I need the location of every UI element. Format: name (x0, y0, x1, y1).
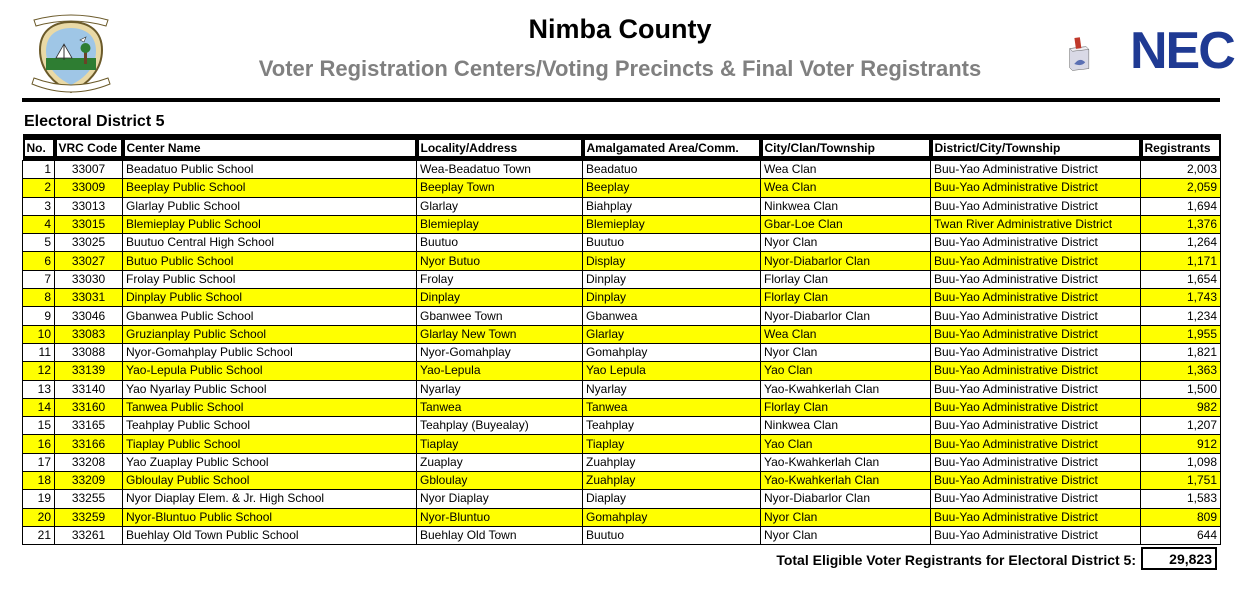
cell-no: 8 (23, 289, 55, 307)
cell-locality: Dinplay (417, 289, 583, 307)
column-header: City/Clan/Township (761, 134, 931, 161)
cell-area: Dinplay (583, 289, 761, 307)
cell-center: Blemieplay Public School (123, 215, 417, 233)
table-row (23, 252, 1221, 270)
cell-district: Buu-Yao Administrative District (931, 380, 1141, 398)
cell-code: 33261 (55, 526, 123, 544)
header-divider (22, 98, 1220, 102)
cell-area: Gomahplay (583, 508, 761, 526)
cell-code: 33007 (55, 161, 123, 179)
cell-locality: Gbloulay (417, 472, 583, 490)
cell-locality: Beeplay Town (417, 179, 583, 197)
cell-code: 33259 (55, 508, 123, 526)
cell-reg: 1,583 (1141, 490, 1221, 508)
cell-reg: 982 (1141, 398, 1221, 416)
cell-no: 11 (23, 343, 55, 361)
cell-locality: Tanwea (417, 398, 583, 416)
cell-clan: Nyor-Diabarlor Clan (761, 307, 931, 325)
table-row (23, 179, 1221, 197)
column-header: District/City/Township (931, 134, 1141, 161)
cell-clan: Nyor Clan (761, 526, 931, 544)
cell-center: Tanwea Public School (123, 398, 417, 416)
cell-clan: Yao-Kwahkerlah Clan (761, 453, 931, 471)
cell-district: Buu-Yao Administrative District (931, 161, 1141, 179)
cell-reg: 1,234 (1141, 307, 1221, 325)
cell-clan: Yao Clan (761, 362, 931, 380)
column-header: Locality/Address (417, 134, 583, 161)
table-row (23, 234, 1221, 252)
cell-code: 33030 (55, 270, 123, 288)
cell-code: 33255 (55, 490, 123, 508)
cell-code: 33140 (55, 380, 123, 398)
cell-area: Tanwea (583, 398, 761, 416)
cell-district: Buu-Yao Administrative District (931, 252, 1141, 270)
cell-clan: Ninkwea Clan (761, 197, 931, 215)
cell-code: 33209 (55, 472, 123, 490)
table-row (23, 289, 1221, 307)
cell-district: Buu-Yao Administrative District (931, 490, 1141, 508)
cell-center: Nyor-Gomahplay Public School (123, 343, 417, 361)
cell-code: 33013 (55, 197, 123, 215)
cell-area: Blemieplay (583, 215, 761, 233)
cell-no: 16 (23, 435, 55, 453)
cell-district: Buu-Yao Administrative District (931, 307, 1141, 325)
table-row (23, 325, 1221, 343)
cell-no: 7 (23, 270, 55, 288)
cell-center: Frolay Public School (123, 270, 417, 288)
cell-locality: Glarlay New Town (417, 325, 583, 343)
cell-code: 33139 (55, 362, 123, 380)
cell-reg: 1,654 (1141, 270, 1221, 288)
cell-code: 33031 (55, 289, 123, 307)
cell-no: 13 (23, 380, 55, 398)
cell-reg: 1,376 (1141, 215, 1221, 233)
table-row (23, 161, 1221, 179)
cell-area: Glarlay (583, 325, 761, 343)
cell-clan: Nyor Clan (761, 508, 931, 526)
cell-reg: 1,955 (1141, 325, 1221, 343)
cell-no: 20 (23, 508, 55, 526)
cell-center: Gbanwea Public School (123, 307, 417, 325)
table-row (23, 215, 1221, 233)
cell-locality: Zuaplay (417, 453, 583, 471)
cell-code: 33165 (55, 417, 123, 435)
cell-area: Buutuo (583, 526, 761, 544)
cell-clan: Nyor Clan (761, 343, 931, 361)
cell-reg: 2,003 (1141, 161, 1221, 179)
cell-reg: 1,207 (1141, 417, 1221, 435)
cell-clan: Nyor-Diabarlor Clan (761, 490, 931, 508)
table-row (23, 417, 1221, 435)
cell-locality: Blemieplay (417, 215, 583, 233)
cell-district: Buu-Yao Administrative District (931, 453, 1141, 471)
table-header-row (23, 134, 1221, 161)
cell-center: Yao Nyarlay Public School (123, 380, 417, 398)
cell-reg: 1,264 (1141, 234, 1221, 252)
cell-reg: 1,743 (1141, 289, 1221, 307)
cell-locality: Nyor Diaplay (417, 490, 583, 508)
ballot-box-icon (1066, 16, 1130, 92)
cell-area: Zuahplay (583, 453, 761, 471)
cell-no: 10 (23, 325, 55, 343)
cell-district: Buu-Yao Administrative District (931, 179, 1141, 197)
cell-clan: Yao Clan (761, 435, 931, 453)
cell-no: 18 (23, 472, 55, 490)
cell-district: Buu-Yao Administrative District (931, 289, 1141, 307)
cell-clan: Gbar-Loe Clan (761, 215, 931, 233)
cell-reg: 1,751 (1141, 472, 1221, 490)
cell-center: Yao-Lepula Public School (123, 362, 417, 380)
table-row (23, 362, 1221, 380)
cell-district: Buu-Yao Administrative District (931, 234, 1141, 252)
cell-reg: 1,500 (1141, 380, 1221, 398)
cell-reg: 1,694 (1141, 197, 1221, 215)
table-row (23, 343, 1221, 361)
cell-center: Beadatuo Public School (123, 161, 417, 179)
cell-no: 21 (23, 526, 55, 544)
cell-no: 6 (23, 252, 55, 270)
cell-center: Butuo Public School (123, 252, 417, 270)
cell-area: Teahplay (583, 417, 761, 435)
cell-locality: Teahplay (Buyealay) (417, 417, 583, 435)
cell-no: 19 (23, 490, 55, 508)
cell-center: Yao Zuaplay Public School (123, 453, 417, 471)
table-row (23, 197, 1221, 215)
cell-code: 33027 (55, 252, 123, 270)
cell-clan: Nyor-Diabarlor Clan (761, 252, 931, 270)
cell-no: 14 (23, 398, 55, 416)
cell-center: Nyor Diaplay Elem. & Jr. High School (123, 490, 417, 508)
cell-center: Glarlay Public School (123, 197, 417, 215)
column-header: No. (23, 134, 55, 161)
cell-center: Buutuo Central High School (123, 234, 417, 252)
cell-no: 9 (23, 307, 55, 325)
cell-area: Nyarlay (583, 380, 761, 398)
cell-no: 3 (23, 197, 55, 215)
cell-center: Buehlay Old Town Public School (123, 526, 417, 544)
cell-center: Tiaplay Public School (123, 435, 417, 453)
cell-center: Beeplay Public School (123, 179, 417, 197)
cell-no: 15 (23, 417, 55, 435)
cell-district: Buu-Yao Administrative District (931, 197, 1141, 215)
table-row (23, 453, 1221, 471)
cell-reg: 912 (1141, 435, 1221, 453)
cell-reg: 1,821 (1141, 343, 1221, 361)
cell-code: 33083 (55, 325, 123, 343)
table-row (23, 490, 1221, 508)
cell-locality: Glarlay (417, 197, 583, 215)
cell-clan: Wea Clan (761, 325, 931, 343)
cell-district: Buu-Yao Administrative District (931, 343, 1141, 361)
cell-area: Tiaplay (583, 435, 761, 453)
cell-area: Display (583, 252, 761, 270)
cell-code: 33015 (55, 215, 123, 233)
cell-reg: 2,059 (1141, 179, 1221, 197)
cell-no: 1 (23, 161, 55, 179)
page-header (0, 0, 1240, 100)
cell-clan: Wea Clan (761, 179, 931, 197)
cell-code: 33009 (55, 179, 123, 197)
cell-locality: Nyarlay (417, 380, 583, 398)
cell-district: Twan River Administrative District (931, 215, 1141, 233)
cell-locality: Frolay (417, 270, 583, 288)
page-subtitle: Voter Registration Centers/Voting Precincts & Final Voter Registrants (258, 56, 982, 81)
column-header: Amalgamated Area/Comm. (583, 134, 761, 161)
total-value: 29,823 (1141, 547, 1217, 570)
table-row (23, 508, 1221, 526)
cell-locality: Buehlay Old Town (417, 526, 583, 544)
cell-clan: Yao-Kwahkerlah Clan (761, 380, 931, 398)
cell-locality: Gbanwee Town (417, 307, 583, 325)
cell-locality: Nyor-Gomahplay (417, 343, 583, 361)
cell-clan: Florlay Clan (761, 398, 931, 416)
table-row (23, 398, 1221, 416)
cell-center: Teahplay Public School (123, 417, 417, 435)
page-title: Nimba County (528, 14, 712, 44)
cell-no: 5 (23, 234, 55, 252)
cell-district: Buu-Yao Administrative District (931, 435, 1141, 453)
cell-code: 33046 (55, 307, 123, 325)
voter-registration-table (22, 134, 1221, 545)
cell-locality: Yao-Lepula (417, 362, 583, 380)
cell-area: Diaplay (583, 490, 761, 508)
cell-locality: Nyor-Bluntuo (417, 508, 583, 526)
cell-clan: Yao-Kwahkerlah Clan (761, 472, 931, 490)
cell-locality: Buutuo (417, 234, 583, 252)
cell-area: Yao Lepula (583, 362, 761, 380)
cell-district: Buu-Yao Administrative District (931, 270, 1141, 288)
cell-district: Buu-Yao Administrative District (931, 325, 1141, 343)
total-label: Total Eligible Voter Registrants for Electoral District 5: (776, 552, 1136, 568)
cell-code: 33160 (55, 398, 123, 416)
column-header: Center Name (123, 134, 417, 161)
column-header: Registrants (1141, 134, 1221, 161)
cell-center: Nyor-Bluntuo Public School (123, 508, 417, 526)
cell-district: Buu-Yao Administrative District (931, 362, 1141, 380)
cell-code: 33208 (55, 453, 123, 471)
cell-district: Buu-Yao Administrative District (931, 526, 1141, 544)
table-row (23, 307, 1221, 325)
cell-no: 2 (23, 179, 55, 197)
table-row (23, 472, 1221, 490)
district-label: Electoral District 5 (24, 113, 165, 130)
cell-no: 17 (23, 453, 55, 471)
cell-clan: Ninkwea Clan (761, 417, 931, 435)
table-row (23, 270, 1221, 288)
cell-code: 33166 (55, 435, 123, 453)
cell-district: Buu-Yao Administrative District (931, 472, 1141, 490)
cell-clan: Florlay Clan (761, 289, 931, 307)
cell-reg: 1,098 (1141, 453, 1221, 471)
cell-clan: Florlay Clan (761, 270, 931, 288)
cell-reg: 644 (1141, 526, 1221, 544)
cell-area: Biahplay (583, 197, 761, 215)
cell-reg: 1,363 (1141, 362, 1221, 380)
cell-district: Buu-Yao Administrative District (931, 417, 1141, 435)
cell-area: Beeplay (583, 179, 761, 197)
cell-reg: 1,171 (1141, 252, 1221, 270)
nec-logo-text: NEC (1130, 22, 1234, 80)
cell-no: 4 (23, 215, 55, 233)
cell-area: Gbanwea (583, 307, 761, 325)
cell-no: 12 (23, 362, 55, 380)
cell-code: 33025 (55, 234, 123, 252)
cell-center: Dinplay Public School (123, 289, 417, 307)
cell-clan: Wea Clan (761, 161, 931, 179)
cell-reg: 809 (1141, 508, 1221, 526)
cell-area: Zuahplay (583, 472, 761, 490)
table-row (23, 435, 1221, 453)
cell-area: Buutuo (583, 234, 761, 252)
cell-district: Buu-Yao Administrative District (931, 508, 1141, 526)
cell-area: Dinplay (583, 270, 761, 288)
column-header: VRC Code (55, 134, 123, 161)
cell-center: Gbloulay Public School (123, 472, 417, 490)
cell-locality: Nyor Butuo (417, 252, 583, 270)
cell-center: Gruzianplay Public School (123, 325, 417, 343)
cell-locality: Tiaplay (417, 435, 583, 453)
table-row (23, 380, 1221, 398)
cell-area: Beadatuo (583, 161, 761, 179)
cell-area: Gomahplay (583, 343, 761, 361)
cell-code: 33088 (55, 343, 123, 361)
table-row (23, 526, 1221, 544)
cell-district: Buu-Yao Administrative District (931, 398, 1141, 416)
cell-locality: Wea-Beadatuo Town (417, 161, 583, 179)
cell-clan: Nyor Clan (761, 234, 931, 252)
